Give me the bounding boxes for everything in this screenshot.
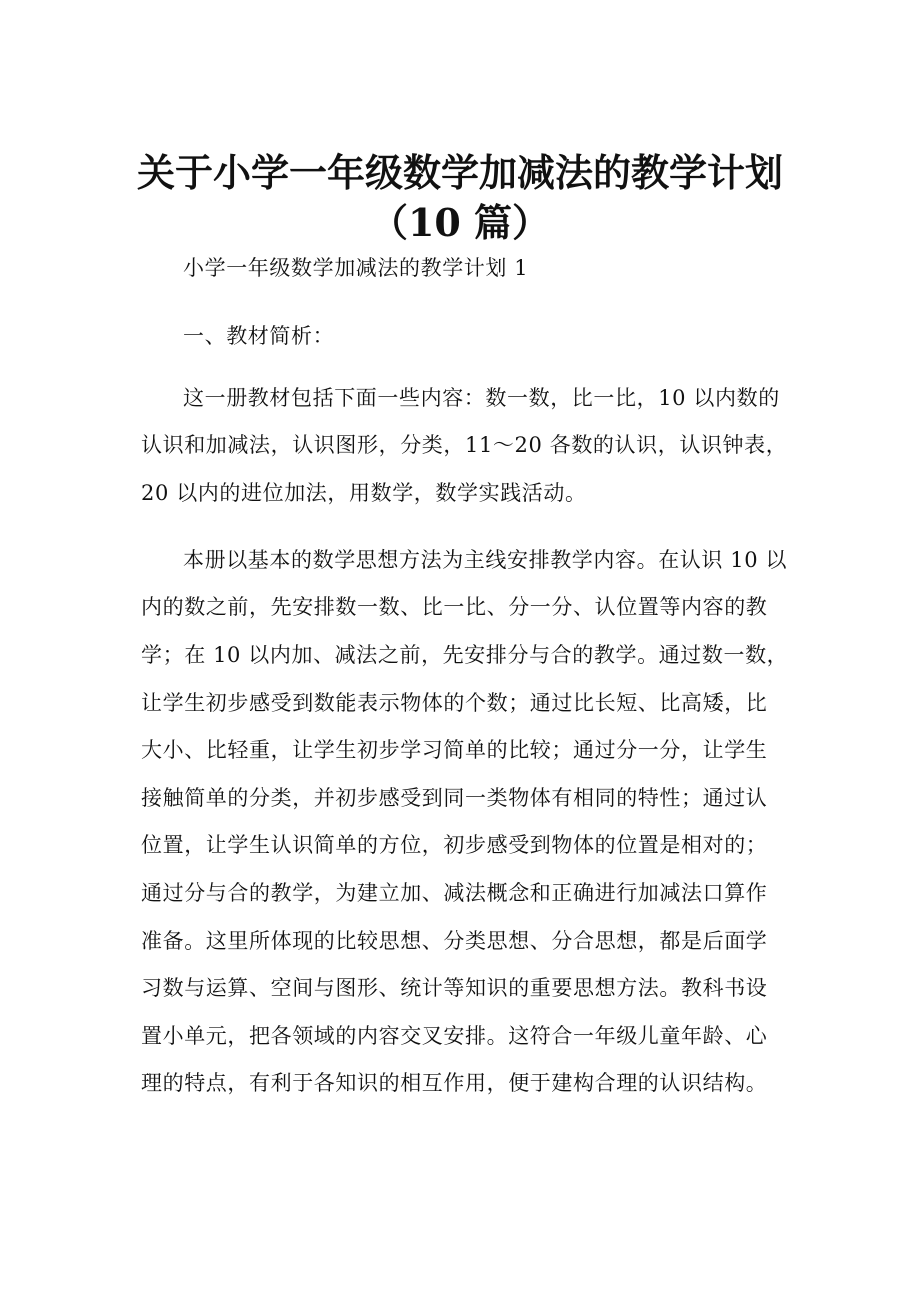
paragraph-2-line: 让学生初步感受到数能表示物体的个数；通过比长短、比高矮，比 (141, 691, 768, 715)
paragraph-2-line: 理的特点，有利于各知识的相互作用，便于建构合理的认识结构。 (141, 1071, 768, 1095)
document-title-line-2: （10 篇） (369, 200, 551, 245)
paragraph-2-line: 置小单元，把各领域的内容交叉安排。这符合一年级儿童年龄、心 (141, 1024, 768, 1048)
paragraph-2-line: 内的数之前，先安排数一数、比一比、分一分、认位置等内容的教 (141, 595, 768, 619)
document-title-line-1: 关于小学一年级数学加减法的教学计划 (136, 150, 783, 195)
paragraph-1-line: 认识和加减法，认识图形，分类，11～20 各数的认识，认识钟表， (141, 433, 788, 457)
section-heading: 小学一年级数学加减法的教学计划 1 (183, 256, 529, 280)
paragraph-2-line: 习数与运算、空间与图形、统计等知识的重要思想方法。教科书设 (141, 976, 768, 1000)
paragraph-2-line: 接触简单的分类，并初步感受到同一类物体有相同的特性；通过认 (141, 786, 768, 810)
paragraph-2-line: 本册以基本的数学思想方法为主线安排教学内容。在认识 10 以 (183, 548, 788, 572)
paragraph-2-line: 准备。这里所体现的比较思想、分类思想、分合思想，都是后面学 (141, 929, 768, 953)
paragraph-2-line: 大小、比轻重，让学生初步学习简单的比较；通过分一分，让学生 (141, 738, 768, 762)
paragraph-2-line: 学；在 10 以内加、减法之前，先安排分与合的教学。通过数一数， (141, 643, 789, 667)
paragraph-1-line: 20 以内的进位加法，用数学，数学实践活动。 (141, 481, 587, 505)
paragraph-2-line: 位置，让学生认识简单的方位，初步感受到物体的位置是相对的； (141, 833, 768, 857)
paragraph-2-line: 通过分与合的教学，为建立加、减法概念和正确进行加减法口算作 (141, 881, 768, 905)
subheading-material-analysis: 一、教材简析： (183, 324, 335, 348)
paragraph-1-line: 这一册教材包括下面一些内容：数一数，比一比，10 以内数的 (183, 386, 780, 410)
